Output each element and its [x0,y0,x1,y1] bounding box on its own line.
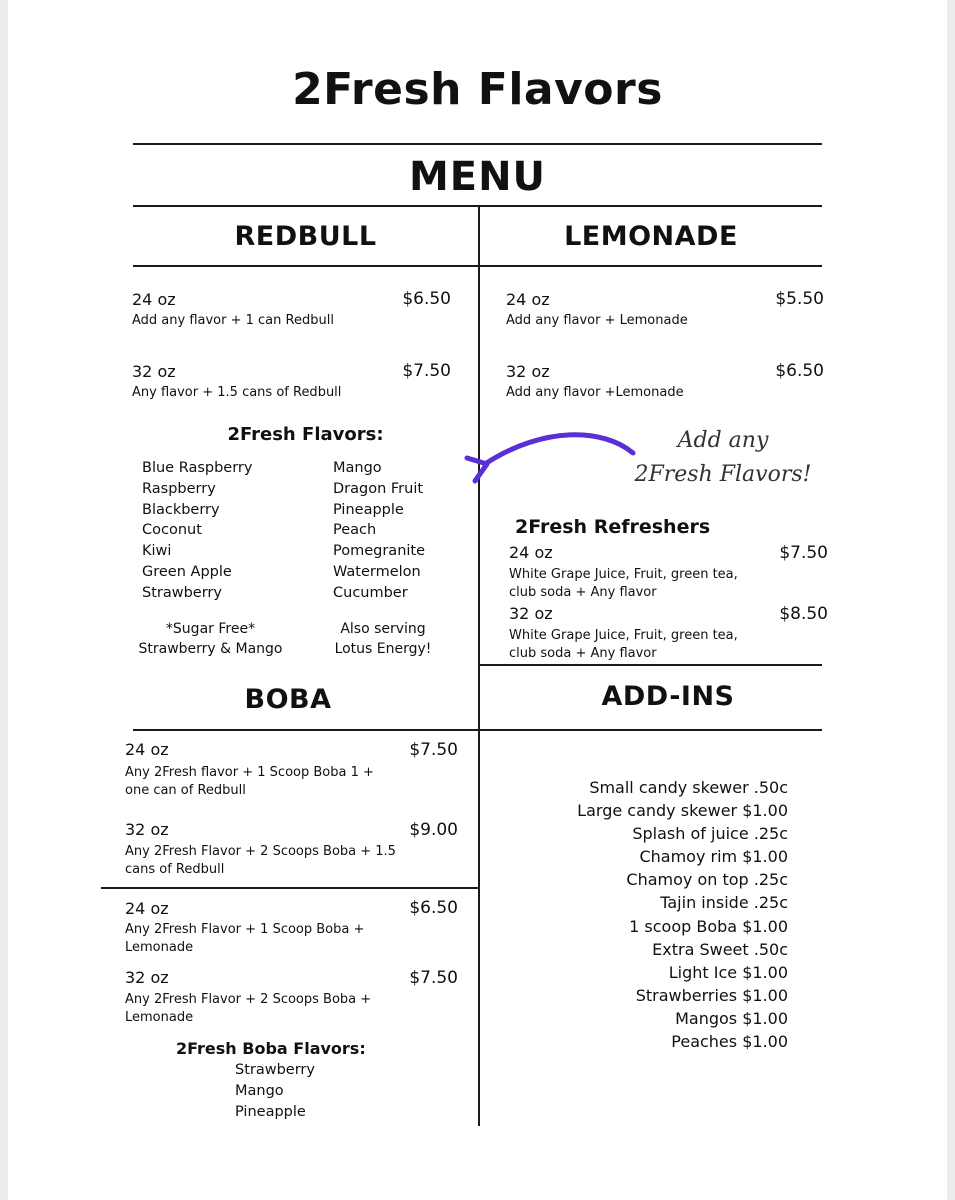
refresher-24oz-price: $7.50 [779,543,828,563]
boba-32oz-lemonade-size: 32 oz [125,968,169,987]
redbull-24oz-size: 24 oz [132,290,176,309]
boba-32oz-lemonade-price: $7.50 [409,968,458,988]
flavor-item: Watermelon [333,563,421,580]
rule-under-top-headings [133,265,822,267]
flavor-item: Pineapple [333,501,404,518]
also-serving-note [318,619,448,659]
redbull-24oz-price: $6.50 [402,289,451,309]
lemonade-24oz-desc: Add any flavor + Lemonade [506,313,688,328]
lemonade-24oz-price: $5.50 [775,289,824,309]
addin-item: Light Ice $1.00 [668,962,788,982]
flavor-item: Cucumber [333,584,408,601]
boba-flavor-item: Mango [235,1082,284,1099]
lemonade-heading: LEMONADE [564,221,738,252]
boba-24oz-lemonade-price: $6.50 [409,898,458,918]
addin-item: Peaches $1.00 [671,1032,788,1052]
flavor-item: Blackberry [142,501,220,518]
redbull-24oz-desc: Add any flavor + 1 can Redbull [132,313,334,328]
boba-flavor-item: Pineapple [235,1103,306,1120]
refresher-32oz-desc-1: White Grape Juice, Fruit, green tea, [509,628,738,643]
flavor-item: Peach [333,522,377,539]
lotus-energy-label: Lotus Energy! [334,641,432,657]
flavors-left-column [142,458,252,604]
addin-item: Strawberries $1.00 [635,985,788,1005]
boba-heading: BOBA [244,684,332,715]
boba-24oz-lemonade-size: 24 oz [125,899,169,918]
refresher-24oz-desc-1: White Grape Juice, Fruit, green tea, [509,567,738,582]
center-divider [478,207,480,1126]
refresher-32oz-price: $8.50 [779,604,828,624]
rule-above-bottom-right [480,664,822,666]
boba-flavor-item: Strawberry [235,1062,315,1078]
boba-32oz-redbull-desc-2: cans of Redbull [125,862,225,877]
lemonade-32oz-size: 32 oz [506,362,550,381]
flavors-right-column [333,458,425,604]
flavors-heading: 2Fresh Flavors: [227,424,384,445]
boba-32oz-redbull-price: $9.00 [409,820,458,840]
flavor-item: Coconut [142,522,202,539]
refresher-24oz-desc-2: club soda + Any flavor [509,585,657,600]
sugar-free-note [128,619,293,659]
redbull-32oz-size: 32 oz [132,362,176,381]
page-title: 2Fresh Flavors [292,64,663,115]
addin-item: Splash of juice .25c [632,824,788,844]
menu-heading: MENU [408,154,547,200]
flavor-item: Pomegranite [333,543,426,560]
lemonade-32oz-price: $6.50 [775,361,824,381]
also-serving-label: Also serving [340,621,426,637]
arrow-left-icon [453,420,653,490]
callout-line-1: Add any [677,428,769,453]
callout-line-2: 2Fresh Flavors! [634,462,812,487]
addin-item: Extra Sweet .50c [652,939,788,959]
rule-under-bottom-headings [133,729,822,731]
addin-item: 1 scoop Boba $1.00 [629,916,788,936]
boba-32oz-lemonade-desc-2: Lemonade [125,1010,194,1025]
boba-32oz-lemonade-desc-1: Any 2Fresh Flavor + 2 Scoops Boba + [125,992,372,1007]
callout-text [633,424,813,492]
flavor-item: Strawberry [142,584,222,601]
redbull-32oz-price: $7.50 [402,361,451,381]
flavor-item: Raspberry [142,480,216,497]
flavor-item: Blue Raspberry [142,460,253,476]
redbull-heading: REDBULL [234,221,377,252]
menu-page [8,0,947,1200]
lemonade-24oz-size: 24 oz [506,290,550,309]
refreshers-heading: 2Fresh Refreshers [515,516,711,538]
boba-flavors-heading: 2Fresh Boba Flavors: [176,1039,366,1058]
flavor-item: Dragon Fruit [333,480,424,497]
boba-24oz-lemonade-desc-1: Any 2Fresh Flavor + 1 Scoop Boba + [125,922,365,937]
flavor-item: Kiwi [142,543,172,560]
refresher-24oz-size: 24 oz [509,543,553,562]
addins-list [528,776,788,1053]
addin-item: Mangos $1.00 [675,1008,788,1028]
boba-24oz-redbull-price: $7.50 [409,740,458,760]
lemonade-32oz-desc: Add any flavor +Lemonade [506,385,684,400]
boba-24oz-redbull-size: 24 oz [125,740,169,759]
boba-24oz-redbull-desc-2: one can of Redbull [125,783,246,798]
addin-item: Chamoy rim $1.00 [639,847,788,867]
rule-top [133,143,822,145]
boba-24oz-redbull-desc-1: Any 2Fresh flavor + 1 Scoop Boba 1 + [125,765,374,780]
boba-24oz-lemonade-desc-2: Lemonade [125,940,194,955]
rule-boba-divider [101,887,478,889]
sugar-free-flavors: Strawberry & Mango [138,641,283,657]
addins-heading: ADD-INS [601,681,735,712]
addin-item: Chamoy on top .25c [626,870,788,890]
addin-item: Tajin inside .25c [660,893,788,913]
boba-flavors-list [235,1060,315,1122]
boba-32oz-redbull-size: 32 oz [125,820,169,839]
flavor-item: Green Apple [142,563,232,580]
boba-32oz-redbull-desc-1: Any 2Fresh Flavor + 2 Scoops Boba + 1.5 [125,844,396,859]
addin-item: Large candy skewer $1.00 [577,801,788,821]
refresher-32oz-size: 32 oz [509,604,553,623]
addin-item: Small candy skewer .50c [589,778,788,797]
sugar-free-label: *Sugar Free* [165,621,256,637]
refresher-32oz-desc-2: club soda + Any flavor [509,646,657,661]
redbull-32oz-desc: Any flavor + 1.5 cans of Redbull [132,385,342,400]
flavor-item: Mango [333,460,382,476]
